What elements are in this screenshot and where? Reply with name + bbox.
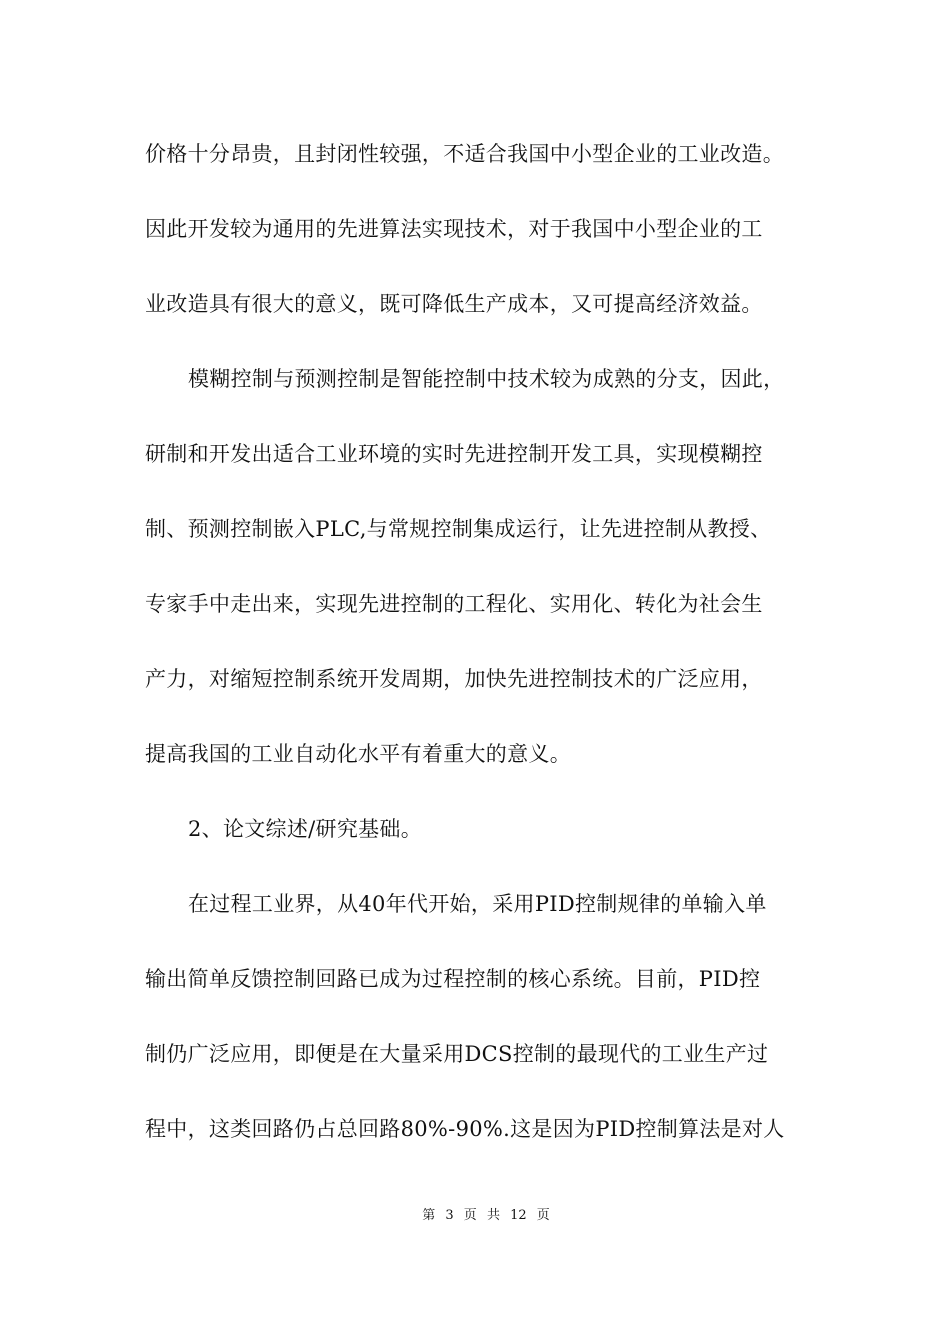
total-unit: 页: [536, 1208, 550, 1223]
page-footer: [0, 1206, 950, 1226]
text-line: 研制和开发出适合工业环境的实时先进控制开发工具，实现模糊控: [145, 442, 763, 466]
text-line: 专家手中走出来，实现先进控制的工程化、实用化、转化为社会生: [145, 592, 763, 616]
text-line: 制仍广泛应用，即便是在大量采用DCS控制的最现代的工业生产过: [145, 1042, 769, 1066]
text-line: 因此开发较为通用的先进算法实现技术，对于我国中小型企业的工: [145, 217, 763, 241]
text-line: 价格十分昂贵，且封闭性较强，不适合我国中小型企业的工业改造。: [145, 142, 784, 166]
page-number: 3: [445, 1208, 454, 1223]
page-unit: 页: [463, 1208, 477, 1223]
text-line: 在过程工业界，从40年代开始，采用PID控制规律的单输入单: [188, 892, 767, 916]
text-line: 输出简单反馈控制回路已成为过程控制的核心系统。目前，PID控: [145, 967, 761, 991]
total-label: 共: [486, 1208, 500, 1223]
text-line: 模糊控制与预测控制是智能控制中技术较为成熟的分支，因此，: [188, 367, 785, 391]
section-heading: 2、论文综述/研究基础。: [188, 817, 423, 841]
text-line: 提高我国的工业自动化水平有着重大的意义。: [145, 742, 571, 766]
text-line: 制、预测控制嵌入PLC,与常规控制集成运行，让先进控制从教授、: [145, 517, 772, 541]
page-label: 第: [422, 1208, 436, 1223]
document-body: [145, 130, 825, 1180]
text-line: 业改造具有很大的意义，既可降低生产成本，又可提高经济效益。: [145, 292, 763, 316]
total-pages: 12: [510, 1208, 527, 1223]
text-line: 产力，对缩短控制系统开发周期，加快先进控制技术的广泛应用，: [145, 667, 763, 691]
text-line: 程中，这类回路仍占总回路80%-90%.这是因为PID控制算法是对人: [145, 1117, 785, 1141]
